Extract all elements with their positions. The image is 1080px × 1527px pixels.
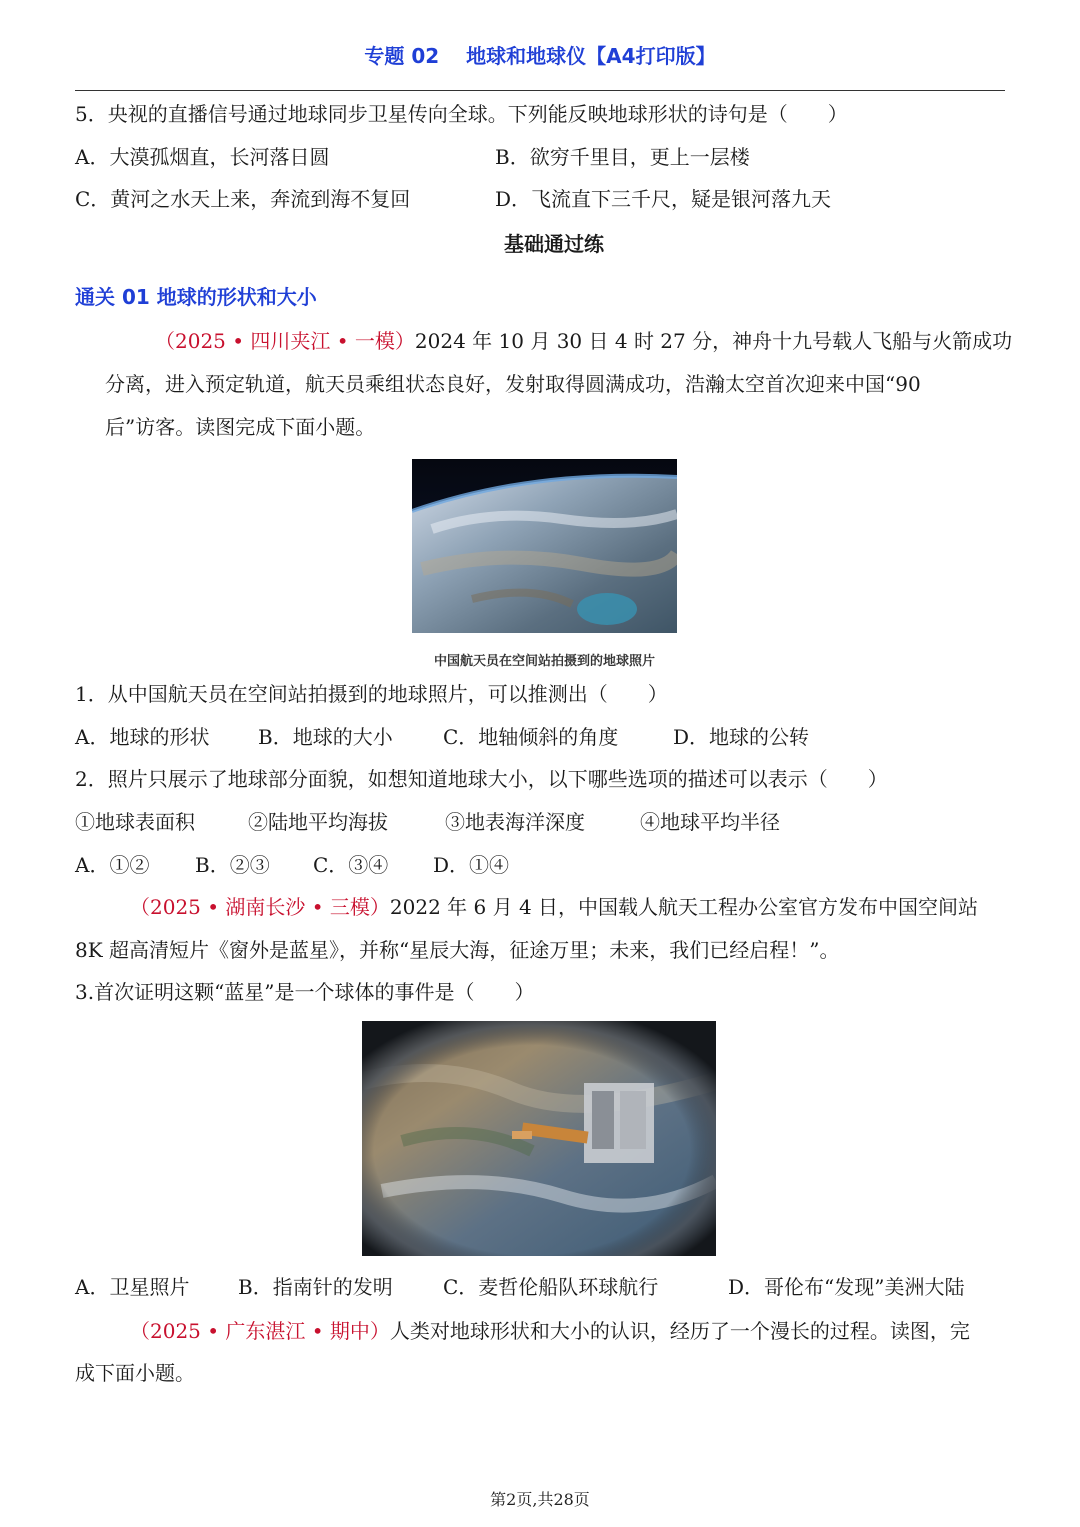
- header-divider: [75, 90, 1005, 91]
- q2-option-d: D．①④: [433, 853, 510, 877]
- q2-stem: 2．照片只展示了地球部分面貌，如想知道地球大小，以下哪些选项的描述可以表示（ ）: [75, 767, 888, 791]
- passage3-line2: 成下面小题。: [75, 1361, 195, 1385]
- passage1-text1: 2024 年 10 月 30 日 4 时 27 分，神舟十九号载人飞船与火箭成功: [414, 329, 1013, 353]
- q2-item-1: ①地球表面积: [75, 810, 195, 834]
- q5-option-d: D．飞流直下三千尺，疑是银河落九天: [495, 187, 832, 211]
- q1-option-d: D．地球的公转: [673, 725, 810, 749]
- section-title: 基础通过练: [504, 232, 604, 256]
- passage2-text1: 2022 年 6 月 4 日，中国载人航天工程办公室官方发布中国空间站: [389, 895, 979, 919]
- q1-option-b: B．地球的大小: [258, 725, 393, 749]
- passage3-line1: [130, 1317, 970, 1345]
- q3-option-d: D．哥伦布“发现”美洲大陆: [728, 1275, 965, 1299]
- q5-option-b: B．欲穷千里目，更上一层楼: [495, 145, 750, 169]
- q2-item-3: ③地表海洋深度: [445, 810, 585, 834]
- q3-option-a: A．卫星照片: [75, 1275, 190, 1299]
- page-header-title: 专题 02 地球和地球仪【A4打印版】: [364, 44, 716, 68]
- passage3-text1: 人类对地球形状和大小的认识，经历了一个漫长的过程。读图，完: [389, 1319, 970, 1343]
- q5-option-a: A．大漠孤烟直，长河落日圆: [75, 145, 330, 169]
- passage1-source: （2025 • 四川夹江 • 一模）: [155, 329, 415, 353]
- passage1-line3: 后”访客。读图完成下面小题。: [105, 415, 376, 439]
- q3-option-c: C．麦哲伦船队环球航行: [443, 1275, 659, 1299]
- q3-option-b: B．指南针的发明: [238, 1275, 393, 1299]
- page-footer: 第2页,共28页: [490, 1490, 590, 1509]
- earth-photo-1-image: [412, 459, 677, 633]
- tongguan-title: 通关 01 地球的形状和大小: [75, 285, 317, 309]
- q1-option-a: A．地球的形状: [75, 725, 210, 749]
- passage3-source: （2025 • 广东湛江 • 期中）: [130, 1319, 390, 1343]
- q1-option-c: C．地轴倾斜的角度: [443, 725, 619, 749]
- earth-photo-2-image: [362, 1021, 716, 1256]
- q5-option-c: C．黄河之水天上来，奔流到海不复回: [75, 187, 411, 211]
- passage2-line2: 8K 超高清短片《窗外是蓝星》，并称“星辰大海，征途万里；未来，我们已经启程！”。: [75, 938, 840, 962]
- earth-photo-1: [412, 459, 677, 633]
- q1-stem: 1．从中国航天员在空间站拍摄到的地球照片，可以推测出（ ）: [75, 682, 668, 706]
- passage2-line1: [130, 893, 978, 921]
- passage1-line2: 分离，进入预定轨道，航天员乘组状态良好，发射取得圆满成功，浩瀚太空首次迎来中国“90: [105, 372, 921, 396]
- q3-stem: 3.首次证明这颗“蓝星”是一个球体的事件是（ ）: [75, 980, 535, 1004]
- q2-option-c: C．③④: [313, 853, 389, 877]
- figure1-caption: 中国航天员在空间站拍摄到的地球照片: [433, 654, 655, 669]
- passage1-line1: [155, 327, 1012, 355]
- q5-stem: 5．央视的直播信号通过地球同步卫星传向全球。下列能反映地球形状的诗句是（ ）: [75, 102, 848, 126]
- q2-option-b: B．②③: [195, 853, 270, 877]
- q2-option-a: A．①②: [75, 853, 150, 877]
- earth-photo-2: [362, 1021, 716, 1256]
- q2-item-2: ②陆地平均海拔: [248, 810, 388, 834]
- passage2-source: （2025 • 湖南长沙 • 三模）: [130, 895, 390, 919]
- q2-item-4: ④地球平均半径: [640, 810, 780, 834]
